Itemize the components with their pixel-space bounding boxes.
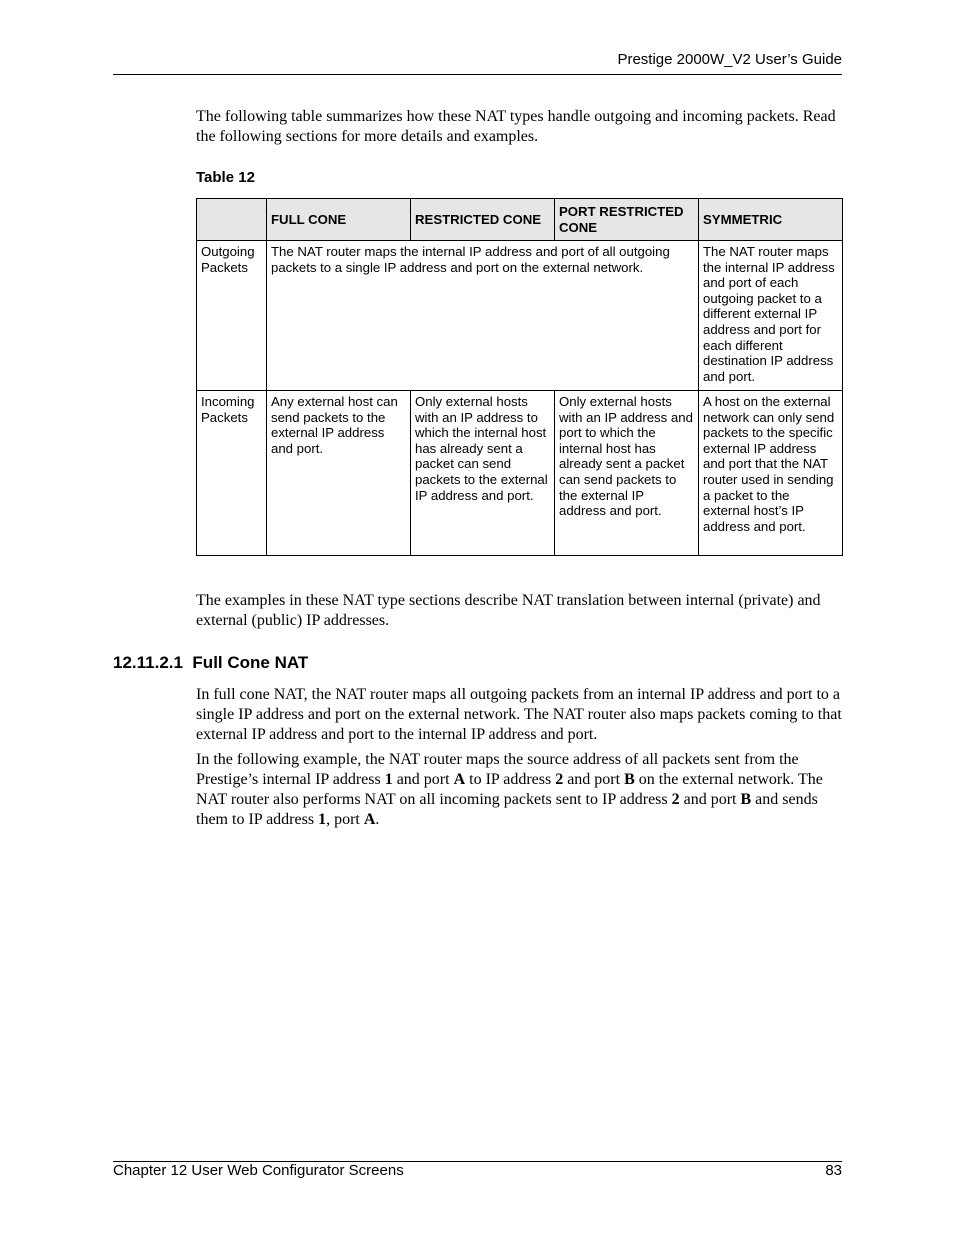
para2-text: and port [679, 791, 741, 808]
table-caption: Table 12 [196, 169, 255, 186]
para2-text: In the following example, the NAT router maps the source address of all packets sent from the Prestige’s internal IP address [196, 751, 799, 788]
row-label-outgoing: Outgoing Packets [197, 241, 267, 391]
para2-bold: A [453, 771, 466, 788]
footer-page-number: 83 [825, 1162, 842, 1179]
section-heading [113, 653, 308, 673]
row-label-incoming: Incoming Packets [197, 391, 267, 556]
full-cone-paragraph-1: In full cone NAT, the NAT router maps all outgoing packets from an internal IP address and port to a single IP address and port on the external network. The NAT router also maps packets coming to that external IP address and port to the internal IP address and port. [196, 686, 842, 743]
table-header-row [197, 199, 843, 241]
para2-text: and port [392, 771, 454, 788]
header-cell-empty [197, 199, 267, 241]
para2-text: , port [326, 811, 364, 828]
cell-outgoing-shared: The NAT router maps the internal IP address and port of all outgoing packets to a single IP address and port on the external network. [267, 241, 699, 391]
table-row-outgoing [197, 241, 843, 391]
para2-bold: B [624, 771, 635, 788]
para2-bold: B [740, 791, 752, 808]
cell-incoming-full-cone: Any external host can send packets to the external IP address and port. [267, 391, 411, 556]
cell-incoming-symmetric: A host on the external network can only send packets to the specific external IP address and port that the NAT router used in sending a packet to the external host’s IP address and port. [699, 391, 843, 556]
full-cone-paragraph-2 [196, 750, 846, 830]
footer-chapter-title: Chapter 12 User Web Configurator Screens [113, 1162, 404, 1179]
para2-bold: 2 [555, 771, 564, 788]
para2-bold: 1 [384, 771, 393, 788]
para2-text: and sends them to IP address [196, 791, 818, 828]
header-cell-port-restricted-cone: PORT RESTRICTED CONE [555, 199, 699, 241]
section-title: Full Cone NAT [192, 653, 309, 672]
cell-incoming-restricted-cone: Only external hosts with an IP address to which the internal host has already sent a packet can send packets to the external IP address and port. [411, 391, 555, 556]
nat-types-table [196, 198, 843, 556]
para2-text: and port [563, 771, 625, 788]
para2-bold: 2 [671, 791, 680, 808]
header-cell-symmetric: SYMMETRIC [699, 199, 843, 241]
para2-bold: A [363, 811, 376, 828]
header-cell-full-cone: FULL CONE [267, 199, 411, 241]
running-header-title: Prestige 2000W_V2 User’s Guide [617, 51, 842, 68]
intro-paragraph: The following table summarizes how these NAT types handle outgoing and incoming packets. Read the following sections for more details and examples. [196, 108, 836, 145]
after-table-paragraph: The examples in these NAT type sections describe NAT translation between internal (private) and external (public) IP addresses. [196, 592, 821, 629]
table-row-incoming [197, 391, 843, 556]
cell-outgoing-symmetric: The NAT router maps the internal IP address and port of each outgoing packet to a different external IP address and port for each different destination IP address and port. [699, 241, 843, 391]
header-cell-restricted-cone: RESTRICTED CONE [411, 199, 555, 241]
para2-text: . [375, 811, 380, 828]
cell-incoming-port-restricted-cone: Only external hosts with an IP address and port to which the internal host has already sent a packet can send packets to the external IP address and port. [555, 391, 699, 556]
para2-text: on the external network. The NAT router also performs NAT on all incoming packets sent to IP address [196, 771, 823, 808]
para2-bold: 1 [318, 811, 327, 828]
para2-text: to IP address [465, 771, 556, 788]
header-rule [113, 74, 842, 75]
section-number: 12.11.2.1 [113, 653, 183, 672]
